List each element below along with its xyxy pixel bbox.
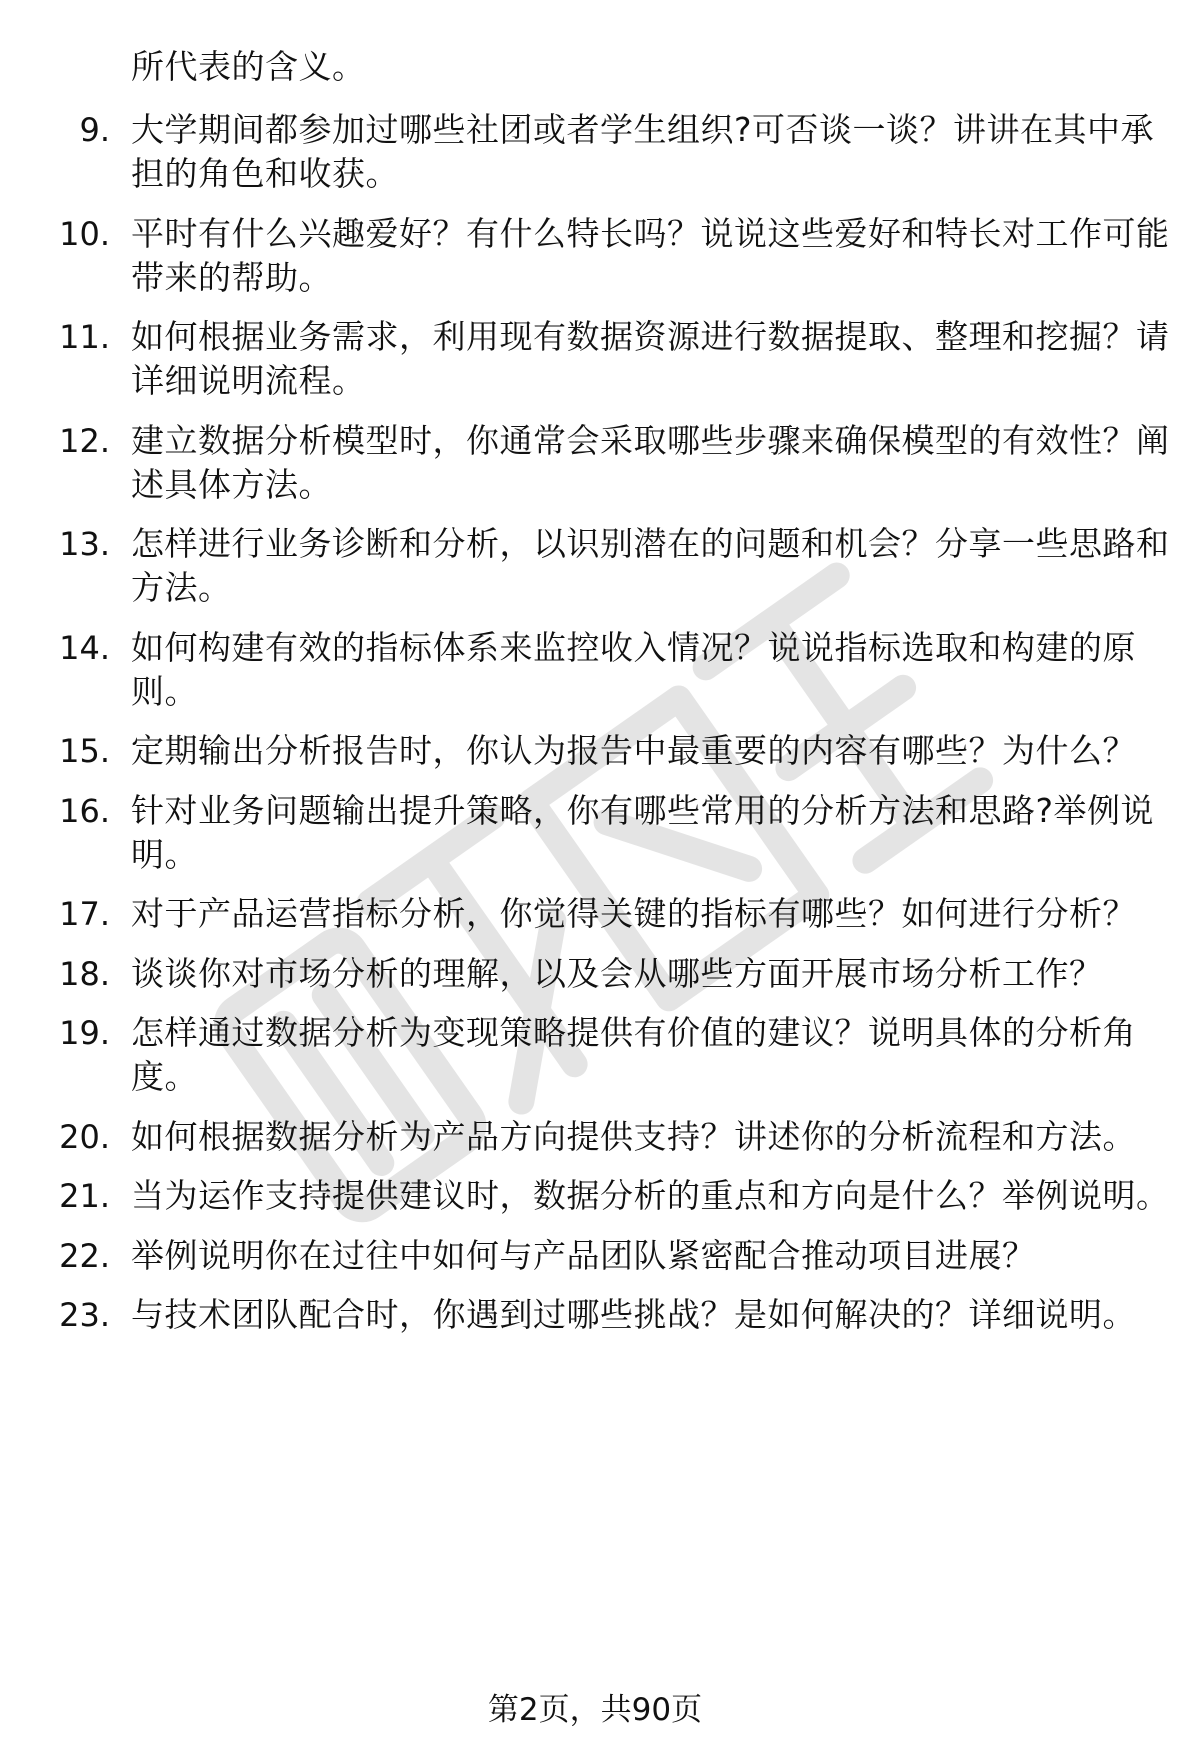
question-item [0, 212, 1190, 300]
question-number: 15. [59, 732, 110, 770]
continuation-text: 所代表的含义。 [131, 47, 366, 86]
question-text: 定期输出分析报告时，你认为报告中最重要的内容有哪些？为什么？ [131, 731, 1136, 770]
question-text: 如何根据数据分析为产品方向提供支持？讲述你的分析流程和方法。 [131, 1116, 1136, 1156]
question-number: 12. [59, 421, 110, 460]
question-item [0, 1011, 1190, 1099]
question-item [0, 626, 1190, 714]
question-text: 举例说明你在过往中如何与产品团队紧密配合推动项目进展？ [131, 1235, 1036, 1275]
question-item [0, 952, 1190, 996]
page-footer: 第2页，共90页 [487, 1692, 703, 1728]
question-item [0, 419, 1190, 507]
question-item [0, 108, 1190, 196]
question-number: 10. [59, 214, 110, 253]
question-text: 当为运作支持提供建议时，数据分析的重点和方向是什么？举例说明。 [131, 1176, 1170, 1215]
question-number: 18. [59, 954, 110, 993]
question-number: 17. [59, 895, 110, 933]
question-text: 谈谈你对市场分析的理解，以及会从哪些方面开展市场分析工作？ [131, 953, 1103, 993]
question-number: 14. [59, 628, 110, 667]
question-number: 16. [59, 791, 110, 830]
question-text: 如何构建有效的指标体系来监控收入情况？说说指标选取和构建的原则。 [131, 627, 1136, 711]
question-text: 如何根据业务需求，利用现有数据资源进行数据提取、整理和挖掘？请详细说明流程。 [131, 317, 1170, 400]
question-item [0, 1115, 1190, 1159]
question-text: 平时有什么兴趣爱好？有什么特长吗？说说这些爱好和特长对工作可能带来的帮助。 [131, 213, 1170, 297]
question-number: 22. [59, 1236, 110, 1275]
question-item [0, 789, 1190, 877]
question-number: 11. [59, 318, 110, 356]
question-item [0, 315, 1190, 403]
question-item [0, 1293, 1190, 1337]
question-item [0, 1234, 1190, 1278]
question-number: 13. [59, 525, 110, 563]
question-number: 19. [59, 1014, 110, 1052]
question-item [0, 892, 1190, 936]
question-text: 针对业务问题输出提升策略，你有哪些常用的分析方法和思路?举例说明。 [131, 790, 1155, 874]
question-text: 对于产品运营指标分析，你觉得关键的指标有哪些？如何进行分析？ [131, 894, 1136, 933]
question-number: 21. [59, 1177, 110, 1215]
question-text: 与技术团队配合时，你遇到过哪些挑战？是如何解决的？详细说明。 [131, 1295, 1136, 1334]
question-text: 怎样进行业务诊断和分析，以识别潜在的问题和机会？分享一些思路和方法。 [131, 524, 1170, 607]
question-item [0, 522, 1190, 610]
question-text: 建立数据分析模型时，你通常会采取哪些步骤来确保模型的有效性？阐述具体方法。 [131, 420, 1170, 504]
question-number: 20. [59, 1117, 110, 1156]
question-text: 怎样通过数据分析为变现策略提供有价值的建议？说明具体的分析角度。 [131, 1013, 1136, 1096]
question-number: 23. [59, 1296, 110, 1334]
question-item [0, 729, 1190, 773]
question-number: 9. [79, 111, 110, 149]
question-list [0, 108, 1190, 1353]
question-item [0, 1174, 1190, 1218]
question-text: 大学期间都参加过哪些社团或者学生组织?可否谈一谈？讲讲在其中承担的角色和收获。 [131, 110, 1155, 193]
